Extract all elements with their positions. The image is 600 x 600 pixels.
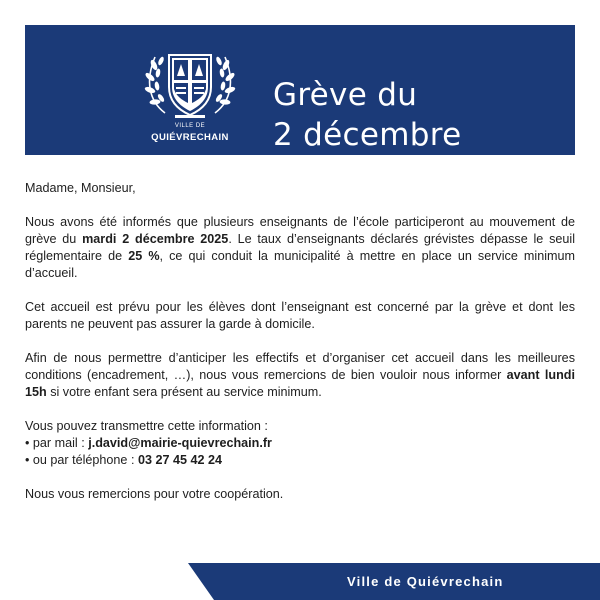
greeting: Madame, Monsieur, [25,181,136,195]
deadline: avant lundi 15h [25,368,575,399]
p1-text-c: , ce qui conduit la municipalité à mettre en place un service minimum d’accueil. [25,249,575,280]
p1-text-a: Nous avons été informés que plusieurs enseignants de l’école participeront au mouvement de grève du [25,215,575,246]
mail-label: • par mail : [25,436,89,450]
contact-intro: Vous pouvez transmettre cette information : [25,419,268,433]
p3-text-b: si votre enfant sera présent au service minimum. [46,385,322,399]
phone-label: • ou par téléphone : [25,453,138,467]
strike-rate: 25 % [128,249,160,263]
paragraph-eligibility: Cet accueil est prévu pour les élèves dont l’enseignant est concerné par la grève et dont les parents ne peuvent pas assurer la garde à domicile. [25,300,575,331]
p3-text-a: Afin de nous permettre d’anticiper les effectifs et d’organiser cet accueil dans les meilleures conditions (encadrement, …), nous vous remercions de bien vouloir nous informer [25,351,575,382]
p1-text-b: . Le taux d’enseignants déclarés grévistes dépasse le seuil réglementaire de [25,232,576,263]
closing: Nous vous remercions pour votre coopération. [25,487,284,501]
title-line-1: Grève du [273,77,418,113]
phone-number[interactable]: 03 27 45 42 24 [137,453,222,467]
mail-address-link[interactable]: j.david@mairie-quievrechain.fr [88,436,272,450]
strike-date: mardi 2 décembre 2025 [82,232,229,246]
title-line-2: 2 décembre [273,117,462,153]
crest-caption-city: QUIÉVRECHAIN [151,132,229,143]
crest-caption-prefix: VILLE DE [174,123,206,129]
footer-city-name: Ville de Quiévrechain [347,574,504,589]
